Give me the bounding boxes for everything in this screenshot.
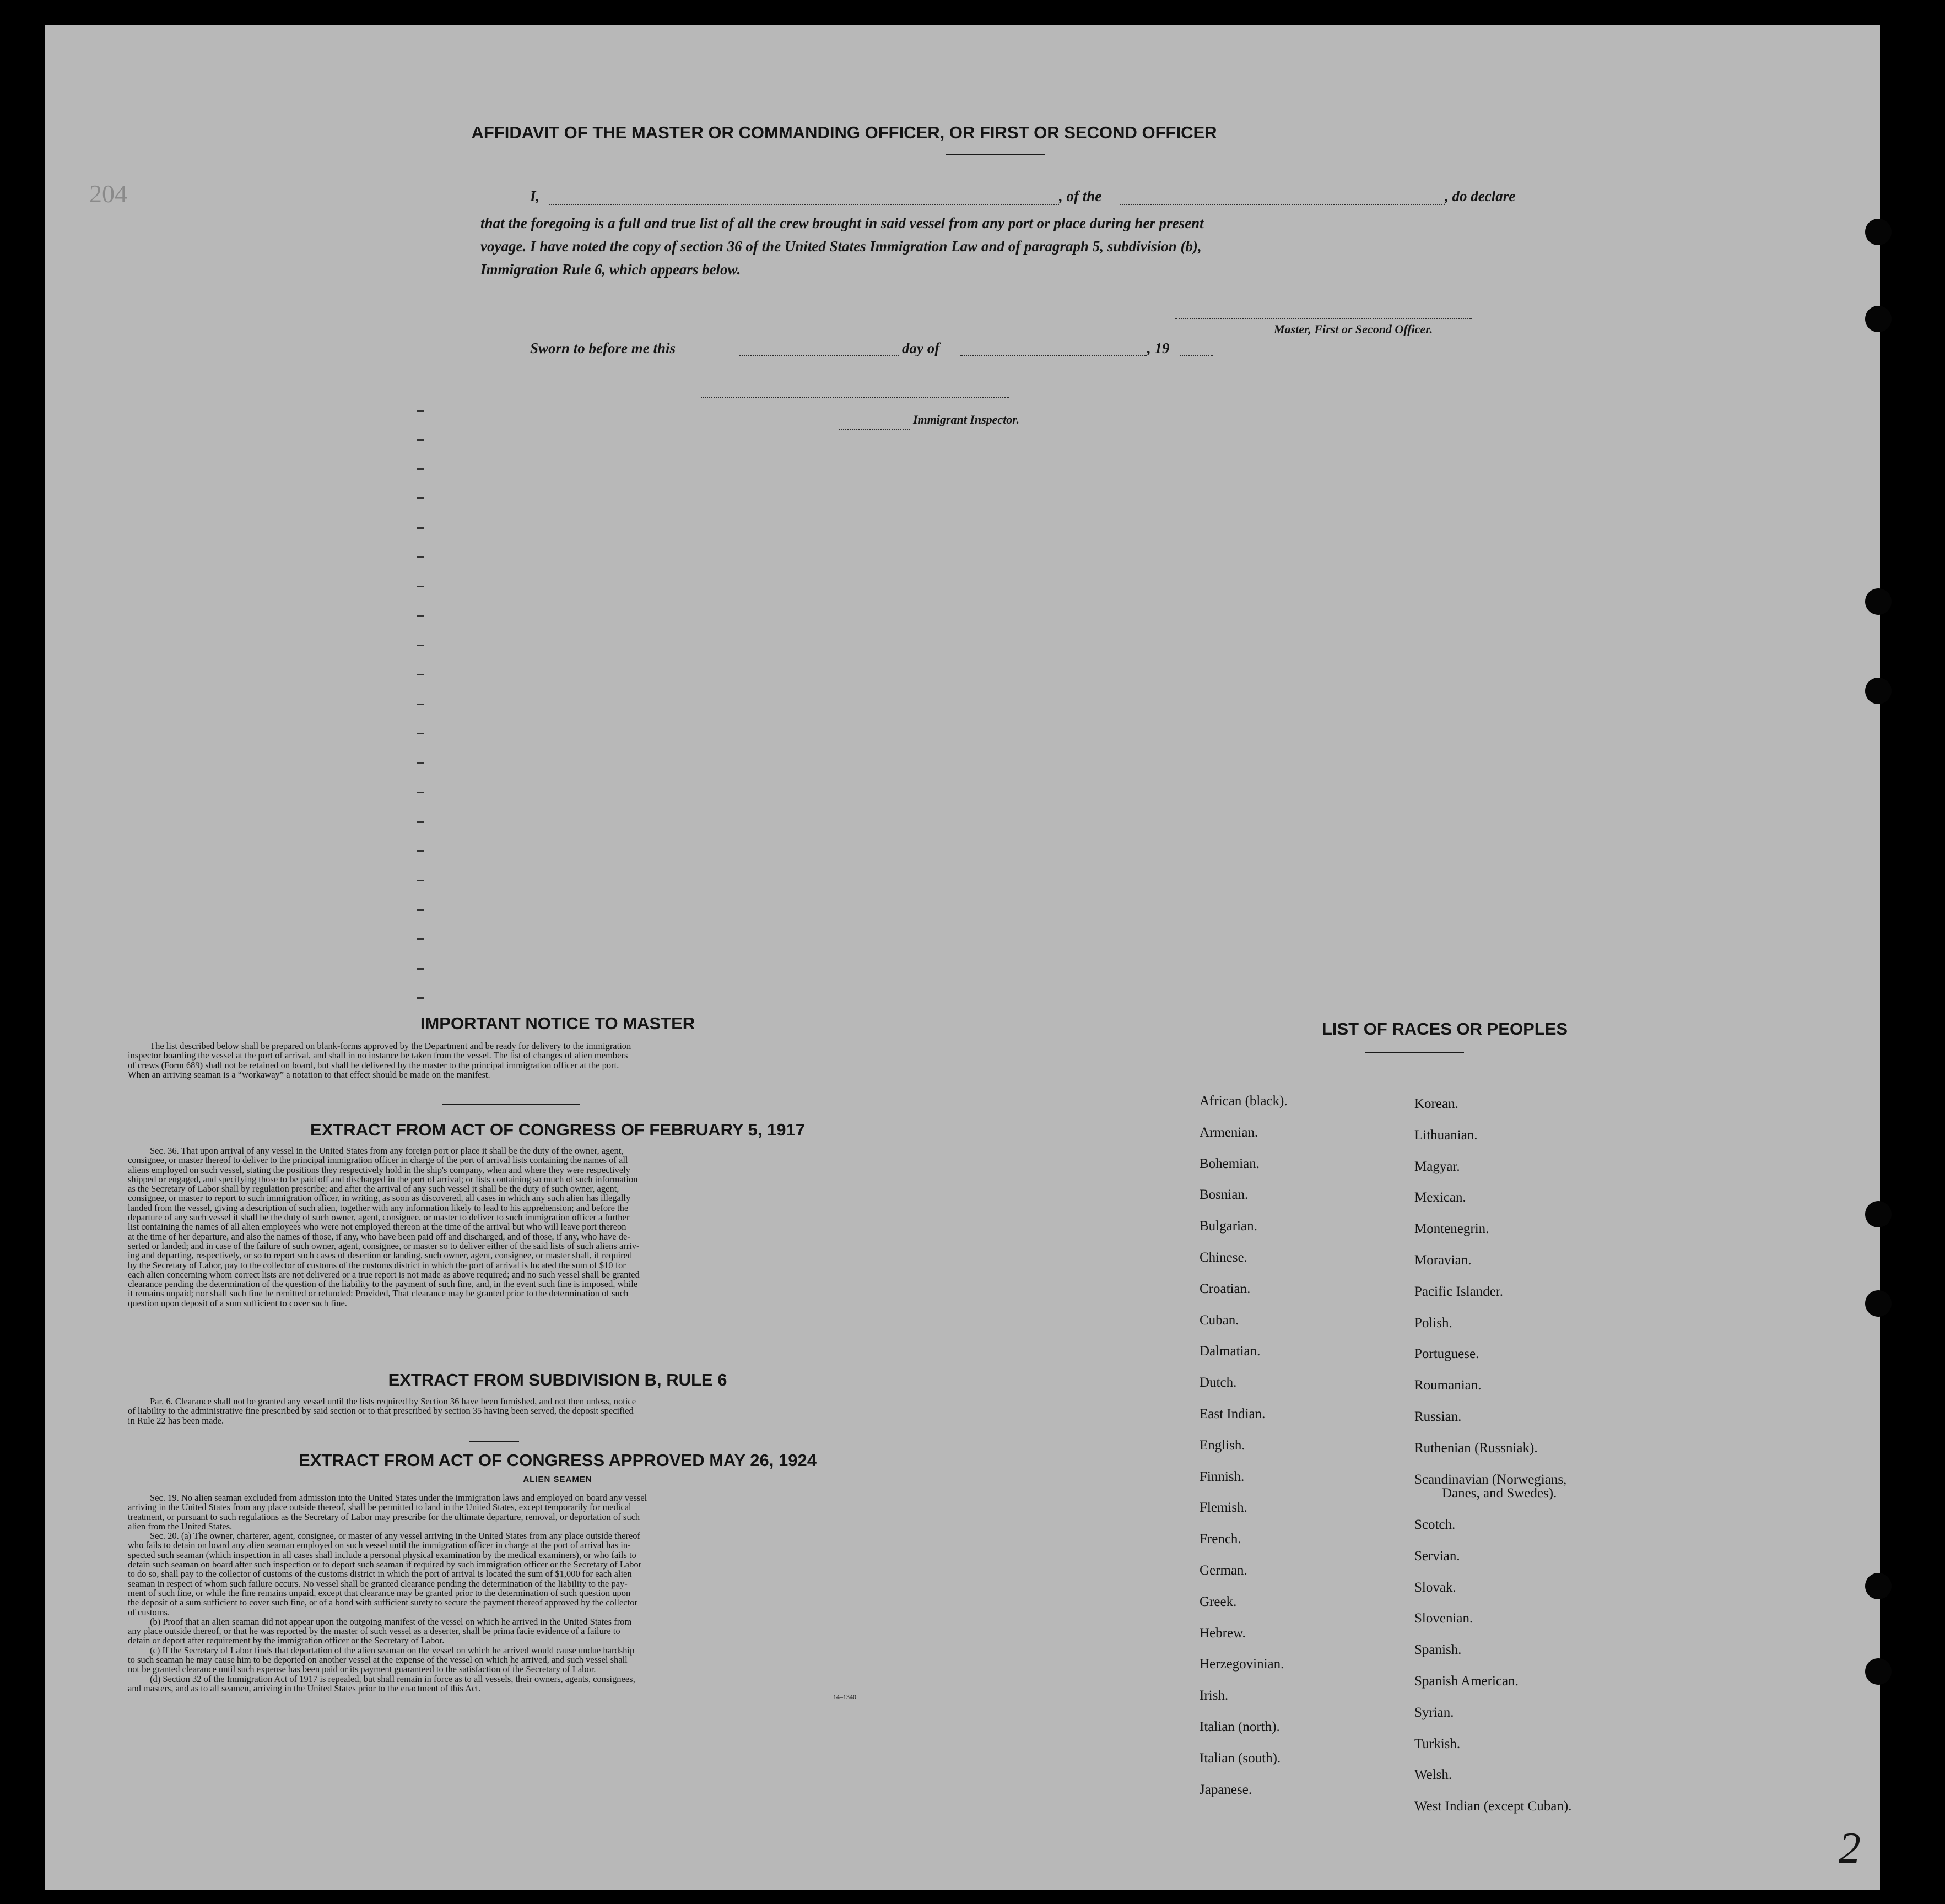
vessel-blank — [1120, 204, 1445, 205]
section-divider — [469, 1441, 519, 1442]
margin-tick — [417, 497, 424, 499]
race-item: Mexican. — [1414, 1190, 1466, 1205]
extract-1924-subtitle: ALIEN SEAMEN — [523, 1475, 592, 1484]
extract-1924-line: (c) If the Secretary of Labor finds that deportation of the alien seaman on the vessel on which he arrived would cause undue hardship — [150, 1645, 635, 1656]
affidavit-line-3: Immigration Rule 6, which appears below. — [480, 261, 741, 278]
extract-1924-line: treatment, or pursuant to such regulations as the Secretary of Labor may prescribe for the ultimate departure, removal, or deportation of such — [128, 1511, 640, 1522]
affidavit-line-2: voyage. I have noted the copy of section 36 of the United States Immigration Law and of paragraph 5, subdivision (b), — [480, 238, 1202, 255]
extract-1924-line: to such seaman he may cause him to be deported on another vessel at the expense of the vessel on which he arrived, and such vessel shall — [128, 1654, 628, 1665]
extract-1924-text — [128, 1493, 987, 1693]
extract-1924-line: detain or deport after requirement by the immigration officer or the Secretary of Labor. — [128, 1635, 445, 1646]
extract-1917-line: consignee, or master thereof to deliver to the principal immigration officer in charge of the port of arrival lists containing the names of all — [128, 1155, 628, 1166]
extract-1924-line: who fails to detain on board any alien seaman employed on such vessel until the immigration officer in charge at the port of arrival has in- — [128, 1540, 631, 1551]
extract-1917-line: departure of any such vessel it shall be the duty of such owner, agent, consignee, or master to deliver to such immigration officer a further — [128, 1212, 630, 1223]
title-underline — [946, 154, 1045, 155]
affidavit-do-declare: , do declare — [1445, 188, 1516, 204]
race-item: Cuban. — [1200, 1312, 1239, 1328]
sworn-month-blank — [960, 355, 1147, 356]
extract-1917-text — [128, 1146, 987, 1308]
inspector-pre-blank — [839, 429, 910, 430]
race-item: East Indian. — [1200, 1407, 1266, 1421]
extract-1924-line: of customs. — [128, 1606, 170, 1618]
race-item: Slovenian. — [1414, 1611, 1473, 1626]
margin-tick — [417, 586, 424, 587]
sworn-day-of: day of — [902, 340, 940, 356]
race-item: German. — [1200, 1563, 1247, 1578]
race-item: Scotch. — [1414, 1517, 1456, 1532]
race-item: English. — [1200, 1437, 1245, 1453]
extract-1917-line: question upon deposit of a sum sufficient to cover such fine. — [128, 1297, 347, 1308]
punch-hole — [1865, 1658, 1892, 1685]
inspector-caption: Immigrant Inspector. — [913, 413, 1020, 426]
punch-hole — [1865, 219, 1892, 245]
extract-rule6-title: EXTRACT FROM SUBDIVISION B, RULE 6 — [388, 1370, 727, 1389]
punch-hole — [1865, 678, 1892, 704]
notice-line: of crews (Form 689) shall not be retained on board, but shall be delivered by the master to the principal immigration officer at the port. — [128, 1059, 619, 1070]
affidavit-of-the: , of the — [1059, 188, 1102, 204]
race-item: Portuguese. — [1414, 1346, 1479, 1362]
sworn-year: , 19 — [1147, 340, 1170, 356]
notice-title: IMPORTANT NOTICE TO MASTER — [420, 1014, 695, 1033]
margin-tick — [417, 968, 424, 970]
race-item: Bosnian. — [1200, 1187, 1249, 1203]
page-number: 2 — [1839, 1824, 1861, 1873]
race-item: Finnish. — [1200, 1469, 1245, 1484]
margin-tick — [417, 821, 424, 823]
race-item: Bulgarian. — [1200, 1219, 1257, 1234]
name-blank — [549, 204, 1059, 205]
margin-tick — [417, 556, 424, 558]
margin-tick — [417, 410, 424, 412]
punch-hole — [1865, 306, 1892, 332]
punch-hole — [1865, 1201, 1892, 1227]
margin-tick — [417, 762, 424, 764]
race-item: Lithuanian. — [1414, 1127, 1478, 1143]
section-divider — [442, 1104, 580, 1105]
signature-caption: Master, First or Second Officer. — [1274, 322, 1433, 336]
race-item: Italian (north). — [1200, 1719, 1280, 1734]
punch-hole — [1865, 1290, 1892, 1317]
affidavit-i: I, — [530, 188, 540, 204]
race-item: Scandinavian (Norwegians, — [1414, 1472, 1567, 1487]
sworn-day-blank — [739, 355, 899, 356]
race-item: Welsh. — [1414, 1767, 1452, 1783]
extract-1917-line: consignee, or master to report to such immigration officer, in writing, as soon as discovered, all cases in which any such alien has illegally — [128, 1193, 631, 1204]
race-item: Flemish. — [1200, 1500, 1247, 1516]
punch-hole — [1865, 588, 1892, 615]
extract-1917-line: serted or landed; and in case of the failure of such owner, agent, consignee, or master so to deliver either of the said lists of such aliens arriv- — [128, 1240, 640, 1251]
affidavit-line-1: that the foregoing is a full and true list of all the crew brought in said vessel from any port or place during her present — [480, 215, 1204, 231]
extract-1924-line: not be granted clearance until such expense has been paid or its payment guaranteed to the satisfaction of the Secretary of Labor. — [128, 1664, 596, 1675]
notice-line: The list described below shall be prepared on blank-forms approved by the Department and be ready for delivery to the immigration — [150, 1041, 631, 1051]
race-item: Spanish. — [1414, 1642, 1462, 1658]
extract-1924-line: Sec. 19. No alien seaman excluded from admission into the United States under the immigration laws and employed on board any vessel — [150, 1492, 647, 1503]
race-item: Irish. — [1200, 1688, 1229, 1703]
extract-rule6-line: Par. 6. Clearance shall not be granted any vessel until the lists required by Section 36 have been furnished, and not then unless, notice — [150, 1396, 636, 1407]
extract-1917-line: shipped or engaged, and specifying those to be paid off and discharged in the port of arrival; or lists containing so much of such information — [128, 1173, 638, 1184]
extract-1924-line: arriving in the United States from any place outside thereof, shall be permitted to land in the United States, except temporarily for medical — [128, 1502, 631, 1513]
extract-1917-line: as the Secretary of Labor shall by regulation prescribe; and after the arrival of any such vessel it shall be the duty of such owner, agent, — [128, 1183, 619, 1194]
race-item: Dalmatian. — [1200, 1344, 1261, 1359]
extract-1924-line: seaman in respect of whom such failure occurs. No vessel shall be granted clearance pending the determination of the liability to the pay- — [128, 1578, 628, 1589]
extract-1924-line: ment of such fine, or while the fine remains unpaid, except that clearance may be granted prior to the determination of such question upon — [128, 1587, 631, 1598]
sworn-prefix: Sworn to before me this — [530, 340, 676, 356]
document-sheet — [45, 25, 1880, 1890]
notice-line: inspector boarding the vessel at the port of arrival, and shall in no instance be taken from the vessel. The list of changes of alien members — [128, 1050, 628, 1061]
margin-tick — [417, 850, 424, 852]
races-title-underline — [1365, 1052, 1464, 1053]
race-item: Greek. — [1200, 1594, 1237, 1609]
inspector-signature-blank — [701, 397, 1009, 398]
extract-1924-line: (b) Proof that an alien seaman did not appear upon the outgoing manifest of the vessel on which he arrived in the United States from — [150, 1616, 632, 1627]
extract-1924-line: any place outside thereof, or that he was reported by the master of such vessel as a deserter, shall be prima facie evidence of a failure to — [128, 1626, 620, 1637]
race-item: Slovak. — [1414, 1580, 1456, 1595]
margin-tick — [417, 615, 424, 617]
extract-1917-line: list containing the names of all alien employees who were not employed thereon at the time of the arrival but who will leave port thereon — [128, 1221, 626, 1232]
margin-tick — [417, 733, 424, 734]
margin-tick — [417, 880, 424, 881]
extract-1917-line: clearance pending the determination of the question of the liability to the payment of such fine, and, in the event such fine is imposed, while — [128, 1279, 638, 1290]
margin-tick — [417, 439, 424, 441]
race-item: Herzegovinian. — [1200, 1657, 1284, 1672]
race-item: Hebrew. — [1200, 1625, 1246, 1641]
extract-1924-line: spected such seaman (which inspection in all cases shall include a personal physical examination by the medical examiners), or who fails to — [128, 1549, 636, 1560]
notice-text — [128, 1041, 987, 1079]
race-item: Russian. — [1414, 1409, 1462, 1424]
races-title: LIST OF RACES OR PEOPLES — [1321, 1019, 1568, 1038]
race-item: West Indian (except Cuban). — [1414, 1799, 1572, 1814]
race-item: Pacific Islander. — [1414, 1284, 1504, 1299]
extract-1924-line: detain such seaman on board after such inspection or to deport such seaman if required by such immigration officer or the Secretary of Labor — [128, 1559, 642, 1570]
notice-line: When an arriving seaman is a “workaway” a notation to that effect should be made on the manifest. — [128, 1069, 490, 1080]
race-item: Moravian. — [1414, 1253, 1472, 1268]
extract-1924-line: (d) Section 32 of the Immigration Act of 1917 is repealed, but shall remain in force as to all vessels, their owners, agents, consignees, — [150, 1673, 635, 1684]
affidavit-title: AFFIDAVIT OF THE MASTER OR COMMANDING OFFICER, OR FIRST OR SECOND OFFICER — [471, 123, 1217, 142]
margin-tick — [417, 645, 424, 646]
race-item: Croatian. — [1200, 1281, 1251, 1296]
race-item: Polish. — [1414, 1315, 1452, 1330]
extract-1917-title: EXTRACT FROM ACT OF CONGRESS OF FEBRUARY 5, 1917 — [310, 1120, 805, 1139]
race-item: Chinese. — [1200, 1250, 1247, 1265]
margin-tick — [417, 527, 424, 529]
race-item: Magyar. — [1414, 1159, 1460, 1174]
margin-tick — [417, 792, 424, 793]
margin-tick — [417, 674, 424, 675]
race-item: Japanese. — [1200, 1782, 1252, 1797]
extract-rule6-text — [128, 1397, 987, 1425]
margin-tick — [417, 468, 424, 470]
margin-tick — [417, 997, 424, 999]
sworn-year-blank — [1180, 355, 1213, 356]
margin-tick — [417, 909, 424, 911]
extract-1924-title: EXTRACT FROM ACT OF CONGRESS APPROVED MAY 26, 1924 — [299, 1451, 817, 1470]
extract-1924-line: to do so, shall pay to the collector of customs of the customs district in which the port of arrival is located the sum of $1,000 for each alien — [128, 1568, 632, 1580]
race-item: Montenegrin. — [1414, 1221, 1489, 1237]
faint-stamp-number: 204 — [89, 180, 127, 208]
extract-1924-line: the deposit of a sum sufficient to cover such fine, or of a bond with sufficient surety to secure the payment thereof approved by the collector — [128, 1597, 637, 1608]
extract-1917-line: Sec. 36. That upon arrival of any vessel in the United States from any foreign port or place it shall be the duty of the owner, agent, — [150, 1145, 624, 1156]
extract-1917-line: each alien concerning whom correct lists are not delivered or a true report is not made as above required; and no such vessel shall be granted — [128, 1269, 640, 1280]
extract-1917-line: aliens employed on such vessel, stating the positions they respectively hold in the ship's company, when and where they were respectively — [128, 1164, 630, 1175]
race-item: French. — [1200, 1532, 1241, 1547]
extract-1917-line: by the Secretary of Labor, pay to the collector of customs of the customs district in which the port of arrival is located the sum of $10 for — [128, 1259, 626, 1270]
extract-1924-line: alien from the United States. — [128, 1521, 233, 1532]
extract-1917-line: at the time of her departure, and also the names of those, if any, who have been paid off and discharged, and of those, if any, who have de- — [128, 1231, 630, 1242]
race-item: Bohemian. — [1200, 1156, 1260, 1171]
margin-tick — [417, 704, 424, 705]
race-item: Spanish American. — [1414, 1673, 1519, 1689]
race-item: Danes, and Swedes). — [1442, 1486, 1557, 1501]
race-item: Dutch. — [1200, 1375, 1237, 1391]
form-code: 14–1340 — [833, 1693, 856, 1701]
race-item: Syrian. — [1414, 1705, 1454, 1720]
punch-hole — [1865, 1573, 1892, 1599]
race-item: Armenian. — [1200, 1124, 1258, 1140]
extract-rule6-line: in Rule 22 has been made. — [128, 1415, 224, 1426]
signature-blank — [1175, 318, 1472, 319]
race-item: Korean. — [1414, 1096, 1458, 1111]
race-item: Roumanian. — [1414, 1378, 1482, 1393]
extract-1924-line: and masters, and as to all seamen, arriving in the United States prior to the enactment of this Act. — [128, 1683, 481, 1694]
margin-tick — [417, 938, 424, 940]
race-item: African (black). — [1200, 1094, 1288, 1108]
extract-1917-line: it remains unpaid; nor shall such fine be remitted or refunded: Provided, That clearance may be granted prior to the determination of such — [128, 1288, 629, 1299]
race-item: Italian (south). — [1200, 1750, 1281, 1766]
race-item: Turkish. — [1414, 1736, 1461, 1751]
race-item: Ruthenian (Russniak). — [1414, 1440, 1538, 1456]
extract-1924-line: Sec. 20. (a) The owner, charterer, agent, consignee, or master of any vessel arriving in the United States from any place outside thereof — [150, 1530, 640, 1541]
extract-1917-line: ing and departing, respectively, or so to report such cases of desertion or landing, such owner, agent, consignee, or master shall, if required — [128, 1250, 633, 1261]
extract-1917-line: landed from the vessel, giving a description of such alien, together with any information likely to lead to his apprehension; and before the — [128, 1202, 629, 1213]
race-item: Servian. — [1414, 1548, 1460, 1564]
extract-rule6-line: of liability to the administrative fine prescribed by said section or to that prescribed by section 35 having been served, the deposit specified — [128, 1405, 634, 1416]
